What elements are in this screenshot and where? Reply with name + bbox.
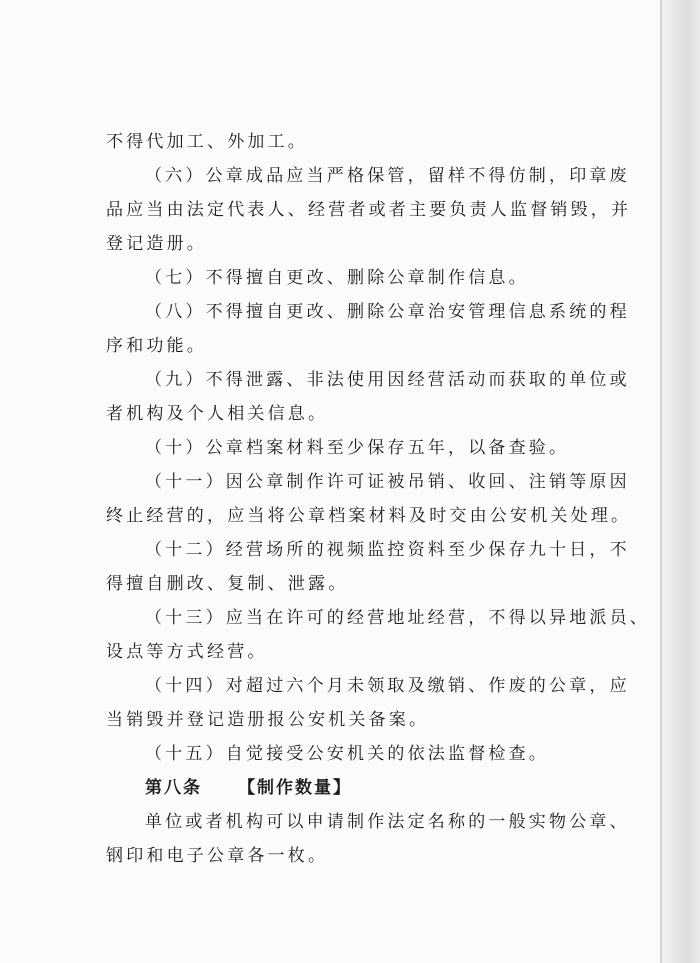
page-edge-shadow: [660, 0, 700, 963]
text-line: （八）不得擅自更改、删除公章治安管理信息系统的程: [145, 302, 630, 322]
article-title: 【制作数量】: [238, 778, 352, 798]
text-line: 终止经营的，应当将公章档案材料及时交由公安机关处理。: [106, 506, 632, 526]
text-line: 者机构及个人相关信息。: [106, 404, 329, 424]
text-line: 登记造册。: [106, 234, 207, 254]
text-line: （十五）自觉接受公安机关的依法监督检查。: [145, 744, 549, 764]
article-heading: 第八条: [145, 778, 202, 798]
text-line: 得擅自删改、复制、泄露。: [106, 574, 349, 594]
text-line: （六）公章成品应当严格保管，留样不得仿制，印章废: [145, 166, 630, 186]
text-line: （九）不得泄露、非法使用因经营活动而获取的单位或: [145, 370, 630, 390]
text-line: （十四）对超过六个月未领取及缴销、作废的公章，应: [145, 676, 630, 696]
text-line: （十）公章档案材料至少保存五年，以备查验。: [145, 438, 570, 458]
text-line: 序和功能。: [106, 336, 207, 356]
text-line: 设点等方式经营。: [106, 642, 268, 662]
page-edge-line: [660, 0, 662, 963]
text-line: 当销毁并登记造册报公安机关备案。: [106, 710, 430, 730]
text-line: 不得代加工、外加工。: [106, 132, 308, 152]
text-line: 单位或者机构可以申请制作法定名称的一般实物公章、: [145, 812, 630, 832]
text-line: 品应当由法定代表人、经营者或者主要负责人监督销毁，并: [106, 200, 632, 220]
text-line: （七）不得擅自更改、删除公章制作信息。: [145, 268, 529, 288]
text-line: （十一）因公章制作许可证被吊销、收回、注销等原因: [145, 472, 630, 492]
text-line: （十二）经营场所的视频监控资料至少保存九十日，不: [145, 540, 630, 560]
text-line: 钢印和电子公章各一枚。: [106, 846, 329, 866]
text-line: （十三）应当在许可的经营地址经营，不得以异地派员、: [145, 608, 650, 628]
